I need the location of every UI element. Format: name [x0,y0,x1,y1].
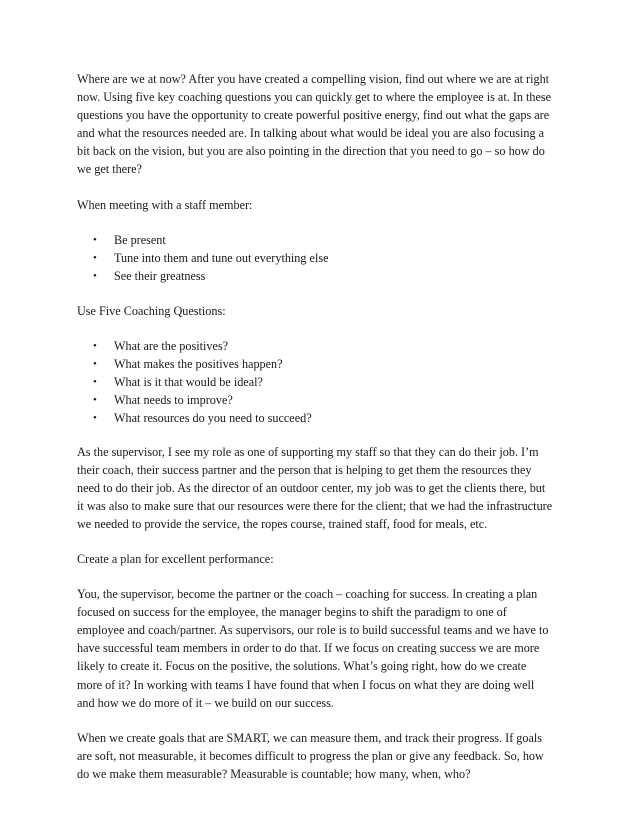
list-item-text: What makes the positives happen? [114,357,283,372]
text-line: we get there? [77,162,142,177]
plan-heading [77,550,567,568]
list-item [77,373,567,391]
list-item-text: What is it that would be ideal? [114,375,263,390]
text-line: Where are we at now? After you have created a compelling vision, find out where we are at right [77,72,550,86]
supervisor-paragraph [77,443,567,533]
questions-heading [77,302,567,320]
text-line: focused on success for the employee, the manager begins to shift the paradigm to one of [77,605,507,620]
list-item-text: What are the positives? [114,339,229,354]
text-line: now. Using five key coaching questions you can quickly get to where the employee is at. In these [77,90,552,105]
list-item [77,249,567,267]
bullet-icon: • [93,412,97,425]
text-line: their coach, their success partner and the person that is helping to get them the resources they [77,462,532,477]
text-line: more of it? In working with teams I have found that when I focus on what they are doing well [77,677,535,692]
heading-text: Create a plan for excellent performance: [77,551,274,566]
list-item-text: Tune into them and tune out everything else [114,250,329,265]
text-line: are soft, not measurable, it becomes difficult to progress the plan or give any feedback. So, how [77,748,544,763]
text-line: have successful team members in order to do that. If we focus on creating success we are more [77,641,540,656]
list-item [77,391,567,409]
list-item-text: See their greatness [114,268,206,283]
questions-bullet-list [77,337,567,427]
list-item-text: What resources do you need to succeed? [114,411,312,426]
document-page [77,70,567,783]
bullet-icon: • [93,358,97,371]
text-line: it was also to make sure that our resources were there for the client; that we had the infrastructure [77,498,553,513]
goals-paragraph [77,729,567,783]
text-line: You, the supervisor, become the partner or the coach – coaching for success. In creating a plan [77,587,538,602]
text-line: When we create goals that are SMART, we can measure them, and track their progress. If goals [77,730,543,745]
text-line: and what the resources needed are. In talking about what would be ideal you are also focusing a [77,126,545,141]
text-line: we needed to provide the service, the ropes course, trained staff, food for meals, etc. [77,516,488,531]
bullet-icon: • [93,394,97,407]
bullet-icon: • [93,269,97,282]
text-line: employee and coach/partner. As supervisors, our role is to build successful teams and we have to [77,623,549,638]
heading-text: Use Five Coaching Questions: [77,303,226,318]
text-line: need to do their job. As the director of an outdoor center, my job was to get the clients there, but [77,480,546,495]
list-item-text: Be present [114,232,166,247]
list-item [77,231,567,249]
text-line: likely to create it. Focus on the positive, the solutions. What’s going right, how do we create [77,659,527,674]
text-line: As the supervisor, I see my role as one of supporting my staff so that they can do their job. I’m [77,444,539,459]
meeting-bullet-list [77,231,567,285]
partner-paragraph [77,585,567,712]
list-item [77,355,567,373]
bullet-icon: • [93,233,97,246]
bullet-icon: • [93,251,97,264]
list-item [77,267,567,285]
bullet-icon: • [93,376,97,389]
text-line: and how we do more of it – we build on our success. [77,695,334,710]
list-item [77,337,567,355]
list-item [77,409,567,427]
heading-text: When meeting with a staff member: [77,197,253,212]
text-line: bit back on the vision, but you are also pointing in the direction that you need to go – so how do [77,144,545,159]
meeting-heading [77,196,567,214]
intro-paragraph [77,70,567,179]
text-line: questions you have the opportunity to create powerful positive energy, find out what the gaps are [77,108,550,123]
text-line: do we make them measurable? Measurable is countable; how many, when, who? [77,766,471,781]
bullet-icon: • [93,340,97,353]
list-item-text: What needs to improve? [114,393,233,408]
